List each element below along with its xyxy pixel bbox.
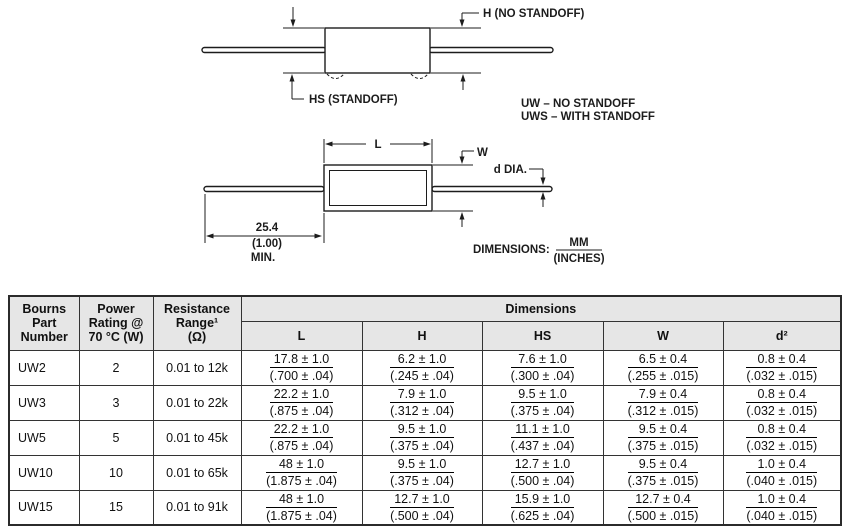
resistance-range-cell: 0.01 to 12k [153,350,241,385]
resistance-range-cell: 0.01 to 65k [153,455,241,490]
mm-inch-value: $\frac{1.0 \pm 0.4}{(.040 \pm .015)}$ [746,457,818,488]
header-line: Range¹ [175,316,219,331]
mm-inch-value: $\frac{0.8 \pm 0.4}{(.032 \pm .015)}$ [746,387,818,418]
mm-inch-value: $\frac{0.8 \pm 0.4}{(.032 \pm .015)}$ [746,422,818,453]
dim-h-cell [362,350,482,385]
d-dia-label: d DIA. [493,164,527,176]
col-header-hs: HS [482,321,603,350]
lead-min-mm-value: 25.4 [255,222,279,234]
dim-w-cell [603,385,723,420]
header-line: 70 °C (W) [88,330,144,345]
resistance-range-cell: 0.01 to 45k [153,420,241,455]
dim-hs-cell [482,490,603,525]
mm-inch-value: $\frac{15.9 \pm 1.0}{(.625 \pm .04)}$ [510,491,575,523]
power-rating-cell: 3 [79,385,153,420]
part-number-cell: UW15 [9,490,79,525]
dimensions-table [8,295,842,526]
w-dimension-label: W [477,147,488,159]
mm-inch-value: $\frac{9.5 \pm 1.0}{(.375 \pm .04)}$ [390,457,454,488]
dim-hs-cell [482,385,603,420]
mm-inch-value: $\frac{12.7 \pm 1.0}{(.500 \pm .04)}$ [510,457,575,488]
mm-inch-value: $\frac{22.2 \pm 1.0}{(.875 \pm .04)}$ [269,422,334,453]
lead-min-qualifier: MIN. [250,252,276,264]
dim-h-cell [362,490,482,525]
dim-d-cell [723,490,841,525]
h-no-standoff-label: H (NO STANDOFF) [483,8,585,20]
mm-inch-value: $\frac{9.5 \pm 1.0}{(.375 \pm .04)}$ [510,387,575,418]
header-line: Bourns [22,302,67,317]
power-rating-cell: 15 [79,490,153,525]
dim-d-cell [723,350,841,385]
units-inches-label: (INCHES) [553,253,605,265]
table-row-uw2 [9,350,841,385]
dim-hs-cell [482,455,603,490]
col-header-d: d² [723,321,841,350]
dimensions-caption: DIMENSIONS: [473,244,550,256]
lead-length-dimension-lines [205,194,324,243]
dim-d-cell [723,385,841,420]
resistor-standoff-diagram [202,7,655,123]
mm-inch-value: $\frac{48 \pm 1.0}{(1.875 \pm .04)}$ [266,491,337,523]
mm-inch-value: $\frac{6.2 \pm 1.0}{(.245 \pm .04)}$ [390,352,454,383]
dim-w-cell [603,455,723,490]
mm-inch-value: $\frac{9.5 \pm 0.4}{(.375 \pm .015)}$ [627,422,699,453]
standoff-foot-left [327,74,344,79]
col-header-h: H [362,321,482,350]
mm-inch-value: $\frac{12.7 \pm 0.4}{(.500 \pm .015)}$ [627,491,699,523]
col-header-power-rating [79,296,153,350]
header-line: Power [97,302,135,317]
power-rating-cell: 10 [79,455,153,490]
table-row-uw15 [9,490,841,525]
resistance-range-cell: 0.01 to 91k [153,490,241,525]
dim-d-cell [723,455,841,490]
lead-right [432,187,552,192]
dim-h-cell [362,455,482,490]
mm-inch-value: $\frac{7.9 \pm 0.4}{(.312 \pm .015)}$ [627,387,699,418]
col-header-part-number [9,296,79,350]
mm-inch-value: $\frac{9.5 \pm 0.4}{(.375 \pm .015)}$ [627,457,699,488]
dim-h-cell [362,385,482,420]
lead-right [429,48,553,53]
part-number-cell: UW3 [9,385,79,420]
header-line: (Ω) [187,330,207,345]
mm-inch-value: $\frac{48 \pm 1.0}{(1.875 \pm .04)}$ [266,457,337,488]
standoff-foot-right [411,74,428,79]
mm-inch-value: $\frac{22.2 \pm 1.0}{(.875 \pm .04)}$ [269,387,334,418]
mm-inch-value: $\frac{6.5 \pm 0.4}{(.255 \pm .015)}$ [627,352,699,383]
hs-standoff-label: HS (STANDOFF) [309,94,398,106]
part-number-cell: UW2 [9,350,79,385]
header-line: Resistance [163,302,230,317]
part-number-cell: UW10 [9,455,79,490]
mm-inch-value: $\frac{0.8 \pm 0.4}{(.032 \pm .015)}$ [746,352,818,383]
units-mm-label: MM [569,237,589,249]
dim-hs-cell [482,350,603,385]
table-row-uw3 [9,385,841,420]
mm-inch-value: $\frac{11.1 \pm 1.0}{(.437 \pm .04)}$ [510,422,575,453]
dim-w-cell [603,420,723,455]
power-rating-cell: 5 [79,420,153,455]
dim-d-cell [723,420,841,455]
header-line: Rating @ [88,316,144,331]
table-row-uw10 [9,455,841,490]
mm-inch-value: $\frac{17.8 \pm 1.0}{(.700 \pm .04)}$ [269,352,334,383]
dim-l-cell [241,350,362,385]
resistance-range-cell: 0.01 to 22k [153,385,241,420]
header-line: Part [32,316,57,331]
dim-l-cell [241,385,362,420]
dim-l-cell [241,420,362,455]
dim-l-cell [241,490,362,525]
lead-left [202,48,326,53]
resistor-dimensions-diagram [204,139,605,265]
mm-inch-value: $\frac{7.9 \pm 1.0}{(.312 \pm .04)}$ [390,387,454,418]
power-rating-cell: 2 [79,350,153,385]
col-header-resistance-range [153,296,241,350]
dim-h-cell [362,420,482,455]
col-header-dimensions-group: Dimensions [241,296,841,321]
mm-inch-value: $\frac{1.0 \pm 0.4}{(.040 \pm .015)}$ [746,491,818,523]
dim-w-cell [603,490,723,525]
col-header-w: W [603,321,723,350]
mm-inch-value: $\frac{9.5 \pm 1.0}{(.375 \pm .04)}$ [390,422,454,453]
col-header-l: L [241,321,362,350]
uw-variant-note: UW – NO STANDOFF [521,98,636,110]
dim-w-cell [603,350,723,385]
h-dimension-lines [283,7,481,28]
part-number-cell: UW5 [9,420,79,455]
table-row-uw5 [9,420,841,455]
dim-l-cell [241,455,362,490]
resistor-body-outer [324,165,432,211]
resistor-body [325,28,430,73]
mm-inch-value: $\frac{12.7 \pm 1.0}{(.500 \pm .04)}$ [390,491,454,523]
uws-variant-note: UWS – WITH STANDOFF [521,111,655,123]
l-dimension-label: L [374,139,382,151]
lead-left [204,187,324,192]
mm-inch-value: $\frac{7.6 \pm 1.0}{(.300 \pm .04)}$ [510,352,575,383]
lead-min-inch-value: (1.00) [251,238,283,250]
header-line: Number [20,330,68,345]
dim-hs-cell [482,420,603,455]
